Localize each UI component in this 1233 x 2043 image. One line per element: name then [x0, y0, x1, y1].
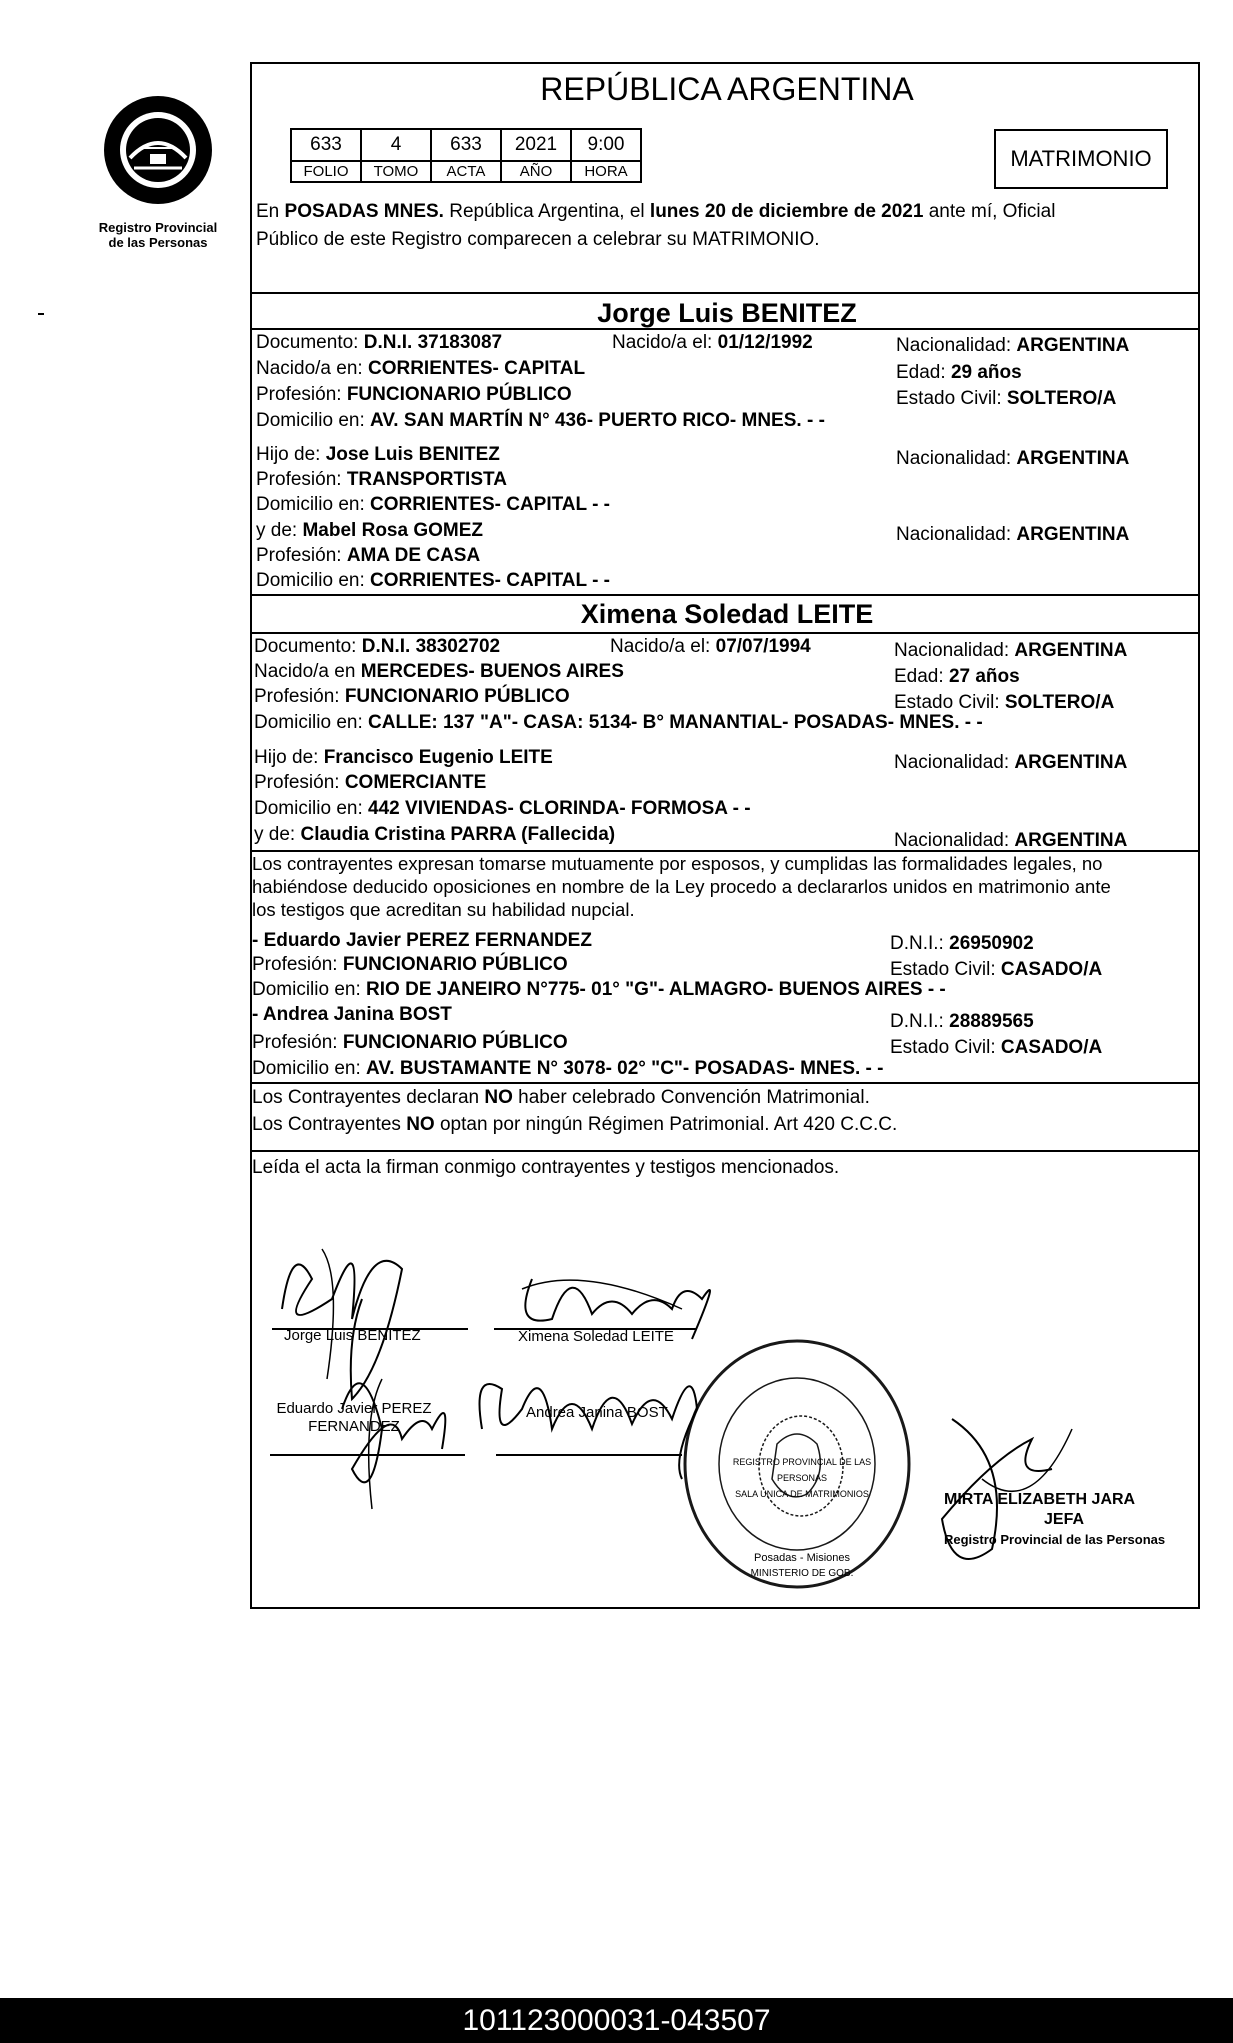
label: Profesión: [256, 545, 347, 566]
value: TRANSPORTISTA [346, 469, 507, 490]
seal-inner-text: SALA UNICA DE MATRIMONIOS [735, 1489, 869, 1499]
value: 29 años [950, 362, 1022, 383]
label: Domicilio en: [252, 979, 367, 1000]
value: 26950902 [949, 933, 1034, 954]
witness1-dni [890, 933, 1034, 955]
groom-dni: D.N.I. 37183087 [363, 332, 503, 353]
groom-father-address [256, 494, 610, 516]
value: ARGENTINA [1016, 335, 1130, 356]
value: Mabel Rosa GOMEZ [302, 520, 484, 541]
label: Estado Civil: [894, 692, 1005, 713]
groom-mother-profession [256, 545, 480, 567]
groom-father-nationality [896, 448, 1129, 470]
groom-mother-nationality [896, 524, 1129, 546]
value: AV. SAN MARTÍN N° 436- PUERTO RICO- MNES. - - [370, 410, 825, 431]
label: Documento: [254, 636, 362, 657]
label: Edad: [894, 666, 949, 687]
value: 27 años [948, 666, 1020, 687]
hour-label: HORA [571, 161, 641, 182]
witness1-address [252, 979, 946, 1001]
convention-statement [252, 1087, 870, 1109]
groom-father-profession [256, 469, 507, 491]
value: FUNCIONARIO PÚBLICO [342, 954, 568, 975]
groom-mother [256, 520, 483, 542]
witness1-profession [252, 954, 568, 976]
value: AMA DE CASA [346, 545, 481, 566]
folio-label: FOLIO [291, 161, 361, 182]
intro-date: lunes 20 de diciembre de 2021 [649, 201, 924, 222]
divider [252, 1150, 1198, 1152]
marriage-certificate [250, 62, 1200, 1609]
divider [252, 850, 1198, 852]
acta-value: 633 [431, 129, 501, 161]
groom-signature-label: Jorge Luis BENITEZ [284, 1327, 421, 1344]
label: Domicilio en: [254, 798, 369, 819]
label: Nacido/a el: [610, 636, 716, 657]
divider [252, 632, 1198, 634]
value: CORRIENTES- CAPITAL - - [370, 494, 611, 515]
value: ARGENTINA [1016, 524, 1130, 545]
label: Nacido/a el: [612, 332, 718, 353]
witness1-signature-line1: Eduardo Javier PEREZ [276, 1400, 432, 1417]
value: FUNCIONARIO PÚBLICO [346, 384, 572, 405]
text: Los Contrayentes [252, 1114, 407, 1135]
value: ARGENTINA [1016, 448, 1130, 469]
witness2-address [252, 1058, 883, 1080]
groom-birthdate [612, 332, 813, 354]
label: Domicilio en: [256, 570, 371, 591]
folio-value: 633 [291, 129, 361, 161]
bride-dni: D.N.I. 38302702 [361, 636, 501, 657]
logo-caption-line1: Registro Provincial [98, 220, 218, 235]
bride-civil-status [894, 692, 1114, 714]
label: y de: [254, 824, 301, 845]
seal-text [722, 1454, 882, 1582]
value: CORRIENTES- CAPITAL - - [370, 570, 611, 591]
value: AV. BUSTAMANTE N° 3078- 02° "C"- POSADAS- MNES. - - [366, 1058, 884, 1079]
label: Profesión: [252, 954, 343, 975]
groom-mother-address [256, 570, 610, 592]
registry-box [290, 128, 642, 183]
label: Nacionalidad: [896, 524, 1017, 545]
bride-profession [254, 686, 570, 708]
value: COMERCIANTE [344, 772, 487, 793]
divider [252, 1082, 1198, 1084]
value: CASADO/A [1000, 959, 1103, 980]
document-title: REPÚBLICA ARGENTINA [540, 71, 914, 107]
label: Hijo de: [254, 747, 324, 768]
value: FUNCIONARIO PÚBLICO [344, 686, 570, 707]
seal-city: Posadas - Misiones [754, 1552, 850, 1564]
label: Profesión: [252, 1032, 343, 1053]
value: CORRIENTES- CAPITAL [367, 358, 586, 379]
document-code-footer: 101123000031-043507 [0, 1998, 1233, 2043]
groom-document [256, 332, 502, 354]
witness1-name: - Eduardo Javier PEREZ FERNANDEZ [252, 930, 592, 951]
label: Domicilio en: [256, 494, 371, 515]
groom-name: Jorge Luis BENITEZ [597, 298, 857, 328]
bride-father-profession [254, 772, 486, 794]
label: Nacionalidad: [894, 752, 1015, 773]
value: ARGENTINA [1014, 830, 1128, 851]
declaration-line2: habiéndose deducido oposiciones en nombre de la Ley procedo a declararlos unidos en matrimonio ante [252, 876, 1111, 897]
value: CASADO/A [1000, 1037, 1103, 1058]
value: ARGENTINA [1014, 752, 1128, 773]
seal-ring-text: REGISTRO PROVINCIAL DE LAS PERSONAS [732, 1457, 872, 1483]
label: Nacionalidad: [896, 448, 1017, 469]
witness1-signature-line2: FERNANDEZ [308, 1418, 400, 1435]
witness2-signature-label: Andrea Janina BOST [526, 1404, 668, 1421]
logo-caption-line2: de las Personas [108, 235, 208, 250]
seal-bottom-text: MINISTERIO DE GOB. [750, 1568, 854, 1579]
label: D.N.I.: [890, 1011, 950, 1032]
bride-birthdate [610, 636, 811, 658]
label: Nacionalidad: [894, 640, 1015, 661]
witness2-dni [890, 1011, 1034, 1033]
witness2-name: - Andrea Janina BOST [252, 1004, 452, 1025]
value: Jose Luis BENITEZ [325, 444, 500, 465]
groom-age [896, 362, 1022, 384]
year-label: AÑO [501, 161, 571, 182]
text: optan por ningún Régimen Patrimonial. Art 420 C.C.C. [434, 1114, 898, 1135]
margin-mark [38, 313, 44, 315]
groom-father [256, 444, 500, 466]
bride-father [254, 747, 553, 769]
officer-title: JEFA [1044, 1511, 1085, 1528]
label: Estado Civil: [890, 959, 1001, 980]
label: Nacionalidad: [896, 335, 1017, 356]
label: Hijo de: [256, 444, 326, 465]
tomo-label: TOMO [361, 161, 431, 182]
emphasis: NO [484, 1087, 513, 1108]
bride-nationality [894, 640, 1127, 662]
bride-father-address [254, 798, 751, 820]
coat-of-arms-logo [100, 88, 220, 213]
groom-address [256, 410, 825, 432]
label: Nacido/a en [254, 661, 361, 682]
intro-line1 [256, 201, 1055, 223]
declaration-line1: Los contrayentes expresan tomarse mutuamente por esposos, y cumplidas las formalidades legales, no [252, 853, 1103, 874]
intro-text-2: República Argentina, el [443, 201, 650, 222]
value: 442 VIVIENDAS- CLORINDA- FORMOSA - - [368, 798, 751, 819]
officer-name: MIRTA ELIZABETH JARA [944, 1491, 1136, 1508]
value: RIO DE JANEIRO N°775- 01° "G"- ALMAGRO- BUENOS AIRES - - [366, 979, 946, 1000]
value: CALLE: 137 "A"- CASA: 5134- B° MANANTIAL- POSADAS- MNES. - - [368, 712, 983, 733]
text: haber celebrado Convención Matrimonial. [512, 1087, 870, 1108]
label: Profesión: [254, 772, 345, 793]
intro-line2: Público de este Registro comparecen a celebrar su MATRIMONIO. [256, 229, 820, 250]
closing-statement: Leída el acta la firman conmigo contrayentes y testigos mencionados. [252, 1157, 840, 1178]
intro-place: POSADAS MNES. [284, 201, 444, 222]
label: Nacido/a en: [256, 358, 368, 379]
label: D.N.I.: [890, 933, 950, 954]
value: ARGENTINA [1014, 640, 1128, 661]
officer-organization: Registro Provincial de las Personas [944, 1532, 1166, 1547]
acta-label: ACTA [431, 161, 501, 182]
groom-civil-status [896, 388, 1116, 410]
text: Los Contrayentes declaran [252, 1087, 485, 1108]
declaration-line3: los testigos que acreditan su habilidad nupcial. [252, 899, 635, 920]
bride-mother-nationality [894, 830, 1127, 852]
bride-father-nationality [894, 752, 1127, 774]
value: Claudia Cristina PARRA (Fallecida) [300, 824, 616, 845]
label: Domicilio en: [256, 410, 371, 431]
value: SOLTERO/A [1006, 388, 1117, 409]
hour-value: 9:00 [571, 129, 641, 161]
groom-profession [256, 384, 572, 406]
label: Domicilio en: [254, 712, 369, 733]
label: Edad: [896, 362, 951, 383]
label: Profesión: [256, 384, 347, 405]
label: Profesión: [256, 469, 347, 490]
groom-birthplace [256, 358, 585, 380]
witness2-civil-status [890, 1037, 1102, 1059]
value: MERCEDES- BUENOS AIRES [360, 661, 624, 682]
bride-name: Ximena Soledad LEITE [580, 599, 874, 629]
intro-text-3: ante mí, Oficial [923, 201, 1056, 222]
bride-document [254, 636, 500, 658]
value: SOLTERO/A [1004, 692, 1115, 713]
label: Estado Civil: [890, 1037, 1001, 1058]
value: FUNCIONARIO PÚBLICO [342, 1032, 568, 1053]
bride-address [254, 712, 983, 734]
value: 01/12/1992 [717, 332, 813, 353]
witness1-signature-label [266, 1400, 442, 1436]
bride-mother [254, 824, 615, 846]
value: 07/07/1994 [715, 636, 811, 657]
intro-text-1: En [256, 201, 285, 222]
label: Profesión: [254, 686, 345, 707]
witness1-civil-status [890, 959, 1102, 981]
label: Domicilio en: [252, 1058, 367, 1079]
officer-stamp [944, 1490, 1165, 1550]
bride-birthplace [254, 661, 624, 683]
year-value: 2021 [501, 129, 571, 161]
tomo-value: 4 [361, 129, 431, 161]
bride-signature-label: Ximena Soledad LEITE [518, 1328, 674, 1345]
label: Documento: [256, 332, 364, 353]
label: y de: [256, 520, 303, 541]
value: Francisco Eugenio LEITE [323, 747, 553, 768]
emphasis: NO [406, 1114, 435, 1135]
groom-nationality [896, 335, 1129, 357]
act-type-box: MATRIMONIO [994, 129, 1168, 189]
divider [252, 292, 1198, 294]
divider [252, 328, 1198, 330]
witness2-profession [252, 1032, 568, 1054]
divider [252, 594, 1198, 596]
bride-age [894, 666, 1020, 688]
value: 28889565 [949, 1011, 1034, 1032]
regimen-statement [252, 1114, 897, 1136]
label: Nacionalidad: [894, 830, 1015, 851]
logo-caption [78, 220, 238, 250]
label: Estado Civil: [896, 388, 1007, 409]
